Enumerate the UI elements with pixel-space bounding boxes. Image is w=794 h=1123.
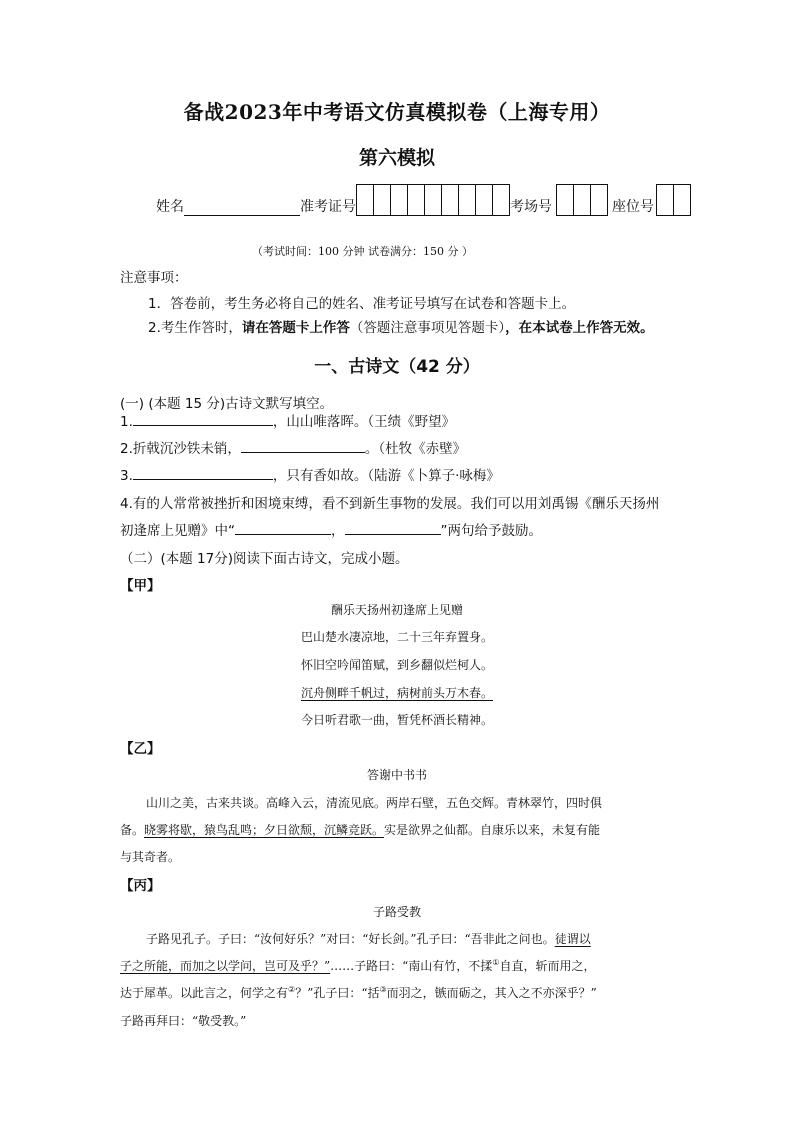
question-3 bbox=[120, 464, 500, 484]
q1-blank[interactable] bbox=[133, 411, 273, 426]
exam-title: 备战2023年中考语文仿真模拟卷（上海专用） bbox=[183, 100, 611, 124]
q3-number: 3. bbox=[120, 468, 133, 484]
poem-line: 怀旧空吟闻笛赋，到乡翻似烂柯人。 bbox=[300, 658, 493, 672]
q1-number: 1. bbox=[120, 414, 133, 430]
prose-line: 与其奇者。 bbox=[120, 850, 181, 864]
candidate-info-row bbox=[156, 186, 691, 216]
q4-text-c: ”两句给予鼓励。 bbox=[440, 523, 542, 539]
note-item-1: 1．答卷前，考生务必将自己的姓名、准考证号填写在试卷和答题卡上。 bbox=[148, 296, 576, 312]
ticket-number-boxes[interactable] bbox=[356, 184, 510, 216]
prose-underlined: 徒谓以 bbox=[554, 932, 591, 946]
q3-text: ，只有香如故。（陆游《卜算子·咏梅》 bbox=[272, 468, 500, 484]
section-heading: 一、古诗文（42 分） bbox=[314, 357, 480, 377]
footnote-marker: ③ bbox=[379, 985, 387, 994]
prose-text: ……子路曰：“南山有竹，不揉 bbox=[330, 959, 493, 973]
seat-label: 座位号 bbox=[612, 199, 654, 215]
prose-text: 子路见孔子。子曰：“汝何好乐？”对曰：“好长剑。”孔子曰：“吾非此之问也。 bbox=[146, 932, 555, 946]
name-label: 姓名 bbox=[156, 199, 184, 215]
prose-line bbox=[120, 984, 597, 1001]
note-item-2 bbox=[148, 316, 654, 336]
prose-text: 而羽之，镞而砺之，其入之不亦深乎？” bbox=[386, 986, 597, 1000]
prose-line bbox=[120, 821, 600, 838]
q4-comma: ， bbox=[331, 523, 345, 539]
poem-line-underlined: 沉舟侧畔千帆过，病树前头万木春。 bbox=[300, 686, 493, 700]
seat-number-boxes[interactable] bbox=[656, 184, 691, 216]
note-2-bold-d: ，在本试卷上作答无效。 bbox=[505, 320, 654, 336]
note-2-bold-a: 请在答题卡上作答 bbox=[241, 320, 350, 336]
q4-blank-2[interactable] bbox=[345, 520, 441, 535]
footnote-marker: ② bbox=[288, 985, 296, 994]
exam-time-info: （考试时间：100 分钟 试卷满分：150 分 ） bbox=[252, 245, 473, 258]
prose-text: 自直，斩而用之， bbox=[499, 959, 596, 973]
label-yi: 【乙】 bbox=[120, 741, 161, 757]
prose-text: 实是欲界之仙都。自康乐以来，未复有能 bbox=[384, 823, 601, 837]
prose-line: 子路再拜曰：“敬受教。” bbox=[120, 1014, 247, 1028]
prose-title: 答谢中书书 bbox=[366, 768, 427, 782]
q2-blank[interactable] bbox=[241, 438, 365, 453]
label-bing: 【丙】 bbox=[120, 878, 161, 894]
question-4-line2 bbox=[120, 519, 542, 539]
prose-underlined: 晓雾将歇，猿鸟乱鸣；夕日欲颓，沉鳞竞跃。 bbox=[144, 823, 385, 837]
room-label: 考场号 bbox=[510, 199, 552, 215]
part2-intro: （二）(本题 17分)阅读下面古诗文，完成小题。 bbox=[120, 551, 409, 567]
q2-source: 。（杜牧《赤壁》 bbox=[364, 441, 467, 457]
q4-text-a: 初逢席上见赠》中“ bbox=[120, 523, 235, 539]
prose-text: ？”孔子曰：“括 bbox=[295, 986, 380, 1000]
prose-line bbox=[146, 930, 591, 947]
label-jia: 【甲】 bbox=[120, 578, 161, 594]
prose-underlined: 子之所能，而加之以学问，岂可及乎？” bbox=[120, 959, 331, 973]
question-1 bbox=[120, 410, 455, 430]
q3-blank[interactable] bbox=[133, 465, 273, 480]
note-2-part-a: 2.考生作答时， bbox=[148, 320, 242, 336]
name-field[interactable] bbox=[184, 199, 300, 216]
poem-line: 巴山楚水凄凉地，二十三年弃置身。 bbox=[300, 630, 493, 644]
exam-subtitle: 第六模拟 bbox=[358, 147, 435, 169]
prose-line bbox=[120, 957, 595, 974]
q1-text: ，山山唯落晖。（王绩《野望》 bbox=[272, 414, 456, 430]
prose-line: 山川之美，古来共谈。高峰入云，清流见底。两岸石壁，五色交辉。青林翠竹，四时俱 bbox=[146, 796, 603, 810]
part1-intro: (一) (本题 15 分)古诗文默写填空。 bbox=[120, 396, 334, 412]
prose-text: 备。 bbox=[120, 823, 145, 837]
poem-line: 今日听君歌一曲，暂凭杯酒长精神。 bbox=[300, 713, 493, 727]
notes-heading: 注意事项： bbox=[120, 270, 188, 286]
q4-blank-1[interactable] bbox=[235, 520, 331, 535]
question-4-line1: 4.有的人常常被挫折和困境束缚，看不到新生事物的发展。我们可以用刘禹锡《酬乐天扬州 bbox=[120, 496, 660, 512]
poem-title: 酬乐天扬州初逢席上见赠 bbox=[330, 603, 463, 617]
q2-text: 2.折戟沉沙铁未销， bbox=[120, 441, 241, 457]
note-2-part-c: （答题注意事项见答题卡） bbox=[349, 320, 506, 336]
room-number-boxes[interactable] bbox=[556, 184, 608, 216]
ticket-label: 准考证号 bbox=[300, 199, 356, 215]
question-2 bbox=[120, 437, 466, 457]
footnote-marker: ① bbox=[492, 958, 500, 967]
prose-text: 达于犀革。以此言之，何学之有 bbox=[120, 986, 289, 1000]
prose-title: 子路受教 bbox=[372, 905, 421, 919]
